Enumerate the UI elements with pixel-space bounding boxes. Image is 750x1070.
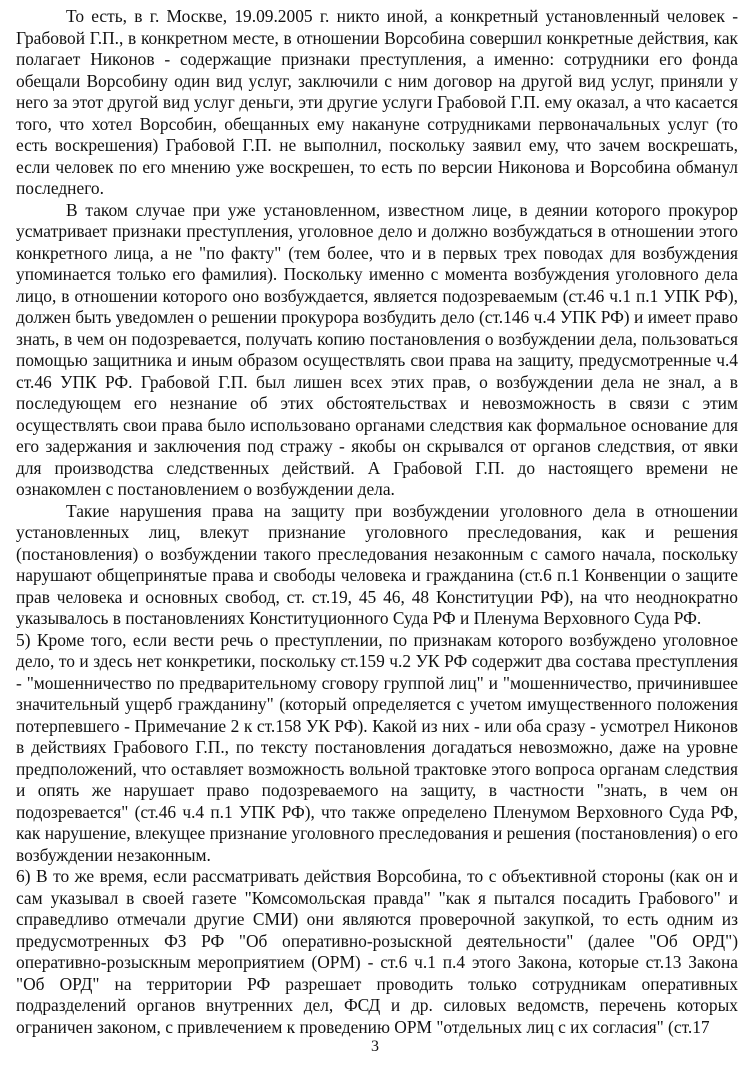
paragraph-4: 5) Кроме того, если вести речь о преступлении, по признакам которого возбуждено уголовное дело, то и здесь нет конкретики, поскольку ст.159 ч.2 УК РФ содержит два состава преступления - "мошенничество по предварительному сговору группой лиц" и "мошенничество, причинившее значительный ущерб гражданину" (который определяется с учетом имущественного положения потерпевшего - Примечание 2 к ст.158 УК РФ). Какой из них - или оба сразу - усмотрел Никонов в действиях Грабового Г.П., по тексту постановления догадаться невозможно, даже на уровне предположений, что оставляет возможность вольной трактовке этого вопроса органам следствия и опять же нарушает право подозреваемого на защиту, в частности "знать, в чем он подозревается" (ст.46 ч.4 п.1 УПК РФ), что также определено Пленумом Верховного Суда РФ, как нарушение, влекущее признание уголовного преследования и решения (постановления) о его возбуждении незаконным. bbox=[16, 629, 738, 865]
paragraph-1: То есть, в г. Москве, 19.09.2005 г. никто иной, а конкретный установленный человек - Грабовой Г.П., в конкретном месте, в отношении Ворсобина совершил конкретные действия, как полагает Никонов - содержащие признаки преступления, а именно: сотрудники его фонда обещали Ворсобину один вид услуг, заключили с ним договор на другой вид услуг, приняли у него за этот другой вид услуг деньги, эти другие услуги Грабовой Г.П. ему оказал, а что касается того, что хотел Ворсобин, обещанных ему накануне сотрудниками первоначальных услуг (то есть воскрешения) Грабовой Г.П. не выполнил, поскольку заявил ему, что зачем воскрешать, если человек по его мнению уже воскрешен, то есть по версии Никонова и Ворсобина обманул последнего. bbox=[16, 6, 738, 198]
paragraph-5: 6) В то же время, если рассматривать действия Ворсобина, то с объективной стороны (как он и сам указывал в своей газете "Комсомольская правда" "как я пытался посадить Грабового" и справедливо отмечали другие СМИ) они являются проверочной закупкой, то есть одним из предусмотренных ФЗ РФ "Об оперативно-розыскной деятельности" (далее "Об ОРД") оперативно-розыскным мероприятием (ОРМ) - ст.6 ч.1 п.4 этого Закона, которые ст.13 Закона "Об ОРД" на территории РФ разрешает проводить только сотрудникам оперативных подразделений органов внутренних дел, ФСД и др. силовых ведомств, перечень которых ограничен законом, с привлечением к проведению ОРМ "отдельных лиц с их согласия" (ст.17 bbox=[16, 866, 738, 1037]
document-page bbox=[16, 6, 738, 1038]
paragraph-2: В таком случае при уже установленном, известном лице, в деянии которого прокурор усматривает признаки преступления, уголовное дело и должно возбуждаться в отношении этого конкретного лица, а не "по факту" (тем более, что и в первых трех поводах для возбуждения упоминается только его фамилия). Поскольку именно с момента возбуждения уголовного дела лицо, в отношении которого оно возбуждается, является подозреваемым (ст.46 ч.1 п.1 УПК РФ), должен быть уведомлен о решении прокурора возбудить дело (ст.146 ч.4 УПК РФ) и имеет право знать, в чем он подозревается, получать копию постановления о возбуждении дела, пользоваться помощью защитника и иным образом осуществлять свои права на защиту, предусмотренные ч.4 ст.46 УПК РФ. Грабовой Г.П. был лишен всех этих прав, о возбуждении дела не знал, а в последующем его незнание об этих обстоятельствах и невозможность в связи с этим осуществлять свои права было использовано органами следствия как формальное основание для его задержания и заключения под стражу - якобы он скрывался от органов следствия, от явки для производства следственных действий. А Грабовой Г.П. до настоящего времени не ознакомлен с постановлением о возбуждении дела. bbox=[16, 199, 738, 499]
page-number: 3 bbox=[371, 1038, 379, 1055]
paragraph-3: Такие нарушения права на защиту при возбуждении уголовного дела в отношении установленных лиц, влекут признание уголовного преследования, как и решения (постановления) о возбуждении такого преследования незаконным с самого начала, поскольку нарушают общепринятые права и свободы человека и гражданина (ст.6 п.1 Конвенции о защите прав человека и основных свобод, ст. ст.19, 45 46, 48 Конституции РФ), на что неоднократно указывалось в постановлениях Конституционного Суда РФ и Пленума Верховного Суда РФ. bbox=[16, 500, 738, 628]
